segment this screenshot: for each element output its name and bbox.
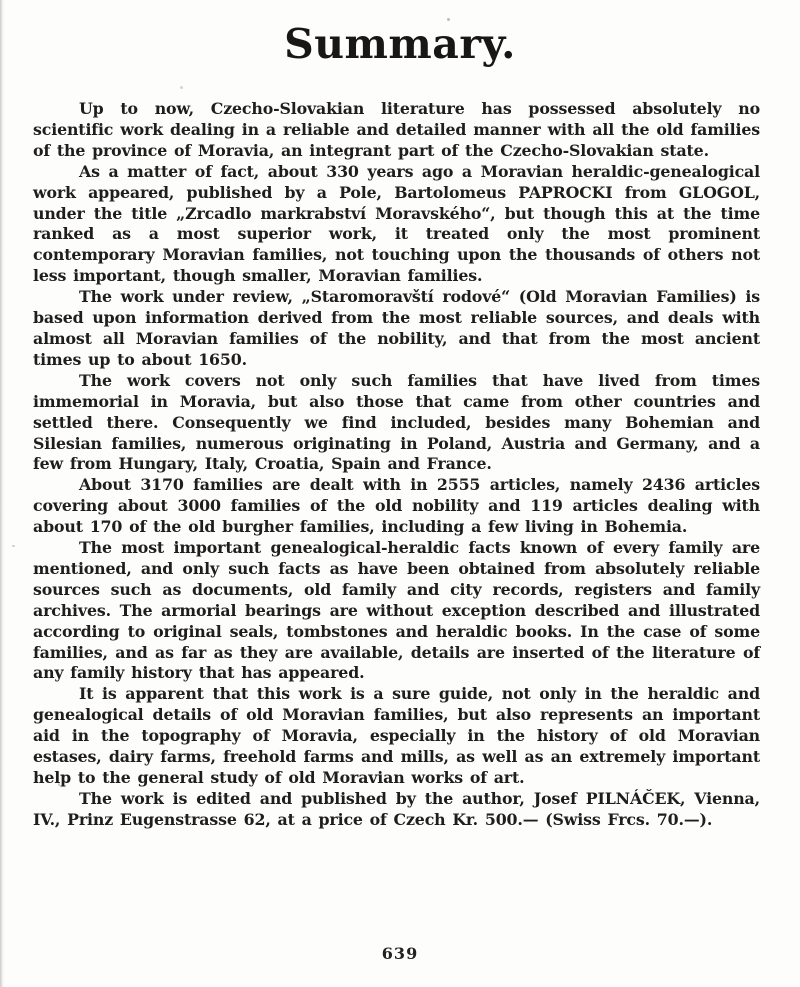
paragraph-7: It is apparent that this work is a sure guide, not only in the heraldic and genealogical details of old Moravian families, but also represents an important aid in the topography of Moravia, especially in the history of old Moravian estases, dairy farms, freehold farms and mills, as well as an extremely important help to the general study of old Moravian works of art. [33, 684, 760, 787]
paragraph-6: The most important genealogical-heraldic facts known of every family are mentioned, and only such facts as have been obtained from absolutely reliable sources such as documents, old family and city records, registers and family archives. The armorial bearings are without exception described and illustrated according to original seals, tombstones and heraldic books. In the case of some families, and as far as they are available, details are inserted of the literature of any family history that has appeared. [33, 538, 760, 683]
page-title: Summary. [284, 20, 516, 68]
scan-edge-artifact [0, 0, 4, 987]
paragraph-8: The work is edited and published by the author, Josef PILNÁČEK, Vienna, IV., Prinz Eugenstrasse 62, at a price of Czech Kr. 500.— (Swiss Frcs. 70.—). [33, 788, 760, 829]
paragraph-5: About 3170 families are dealt with in 2555 articles, namely 2436 articles covering about 3000 families of the old nobility and 119 articles dealing with about 170 of the old burgher families, including a few living in Bohemia. [33, 475, 760, 537]
paragraph-2: As a matter of fact, about 330 years ago a Moravian heraldic-genealogical work appeared, published by a Pole, Bartolomeus PAPROCKI from GLOGOL, under the title „Zrcadlo markrabství Moravského“, but though this at the time ranked as a most superior work, it treated only the most prominent contemporary Moravian families, not touching upon the thousands of others not less important, though smaller, Moravian families. [33, 161, 760, 286]
paragraph-3: The work under review, „Staromoravští rodové“ (Old Moravian Families) is based upon information derived from the most reliable sources, and deals with almost all Moravian families of the nobility, and that from the most ancient times up to about 1650. [33, 287, 760, 369]
scan-speck [12, 545, 15, 547]
document-body [33, 99, 760, 831]
paragraph-4: The work covers not only such families that have lived from times immemorial in Moravia, but also those that came from other countries and settled there. Consequently we find included, besides many Bohemian and Silesian families, numerous originating in Poland, Austria and Germany, and a few from Hungary, Italy, Croatia, Spain and France. [33, 370, 760, 474]
page-number: 639 [381, 944, 419, 963]
scan-speck [180, 86, 183, 89]
paragraph-1: Up to now, Czecho-Slovakian literature has possessed absolutely no scientific work dealing in a reliable and detailed manner with all the old families of the province of Moravia, an integrant part of the Czecho-Slovakian state. [33, 99, 760, 160]
